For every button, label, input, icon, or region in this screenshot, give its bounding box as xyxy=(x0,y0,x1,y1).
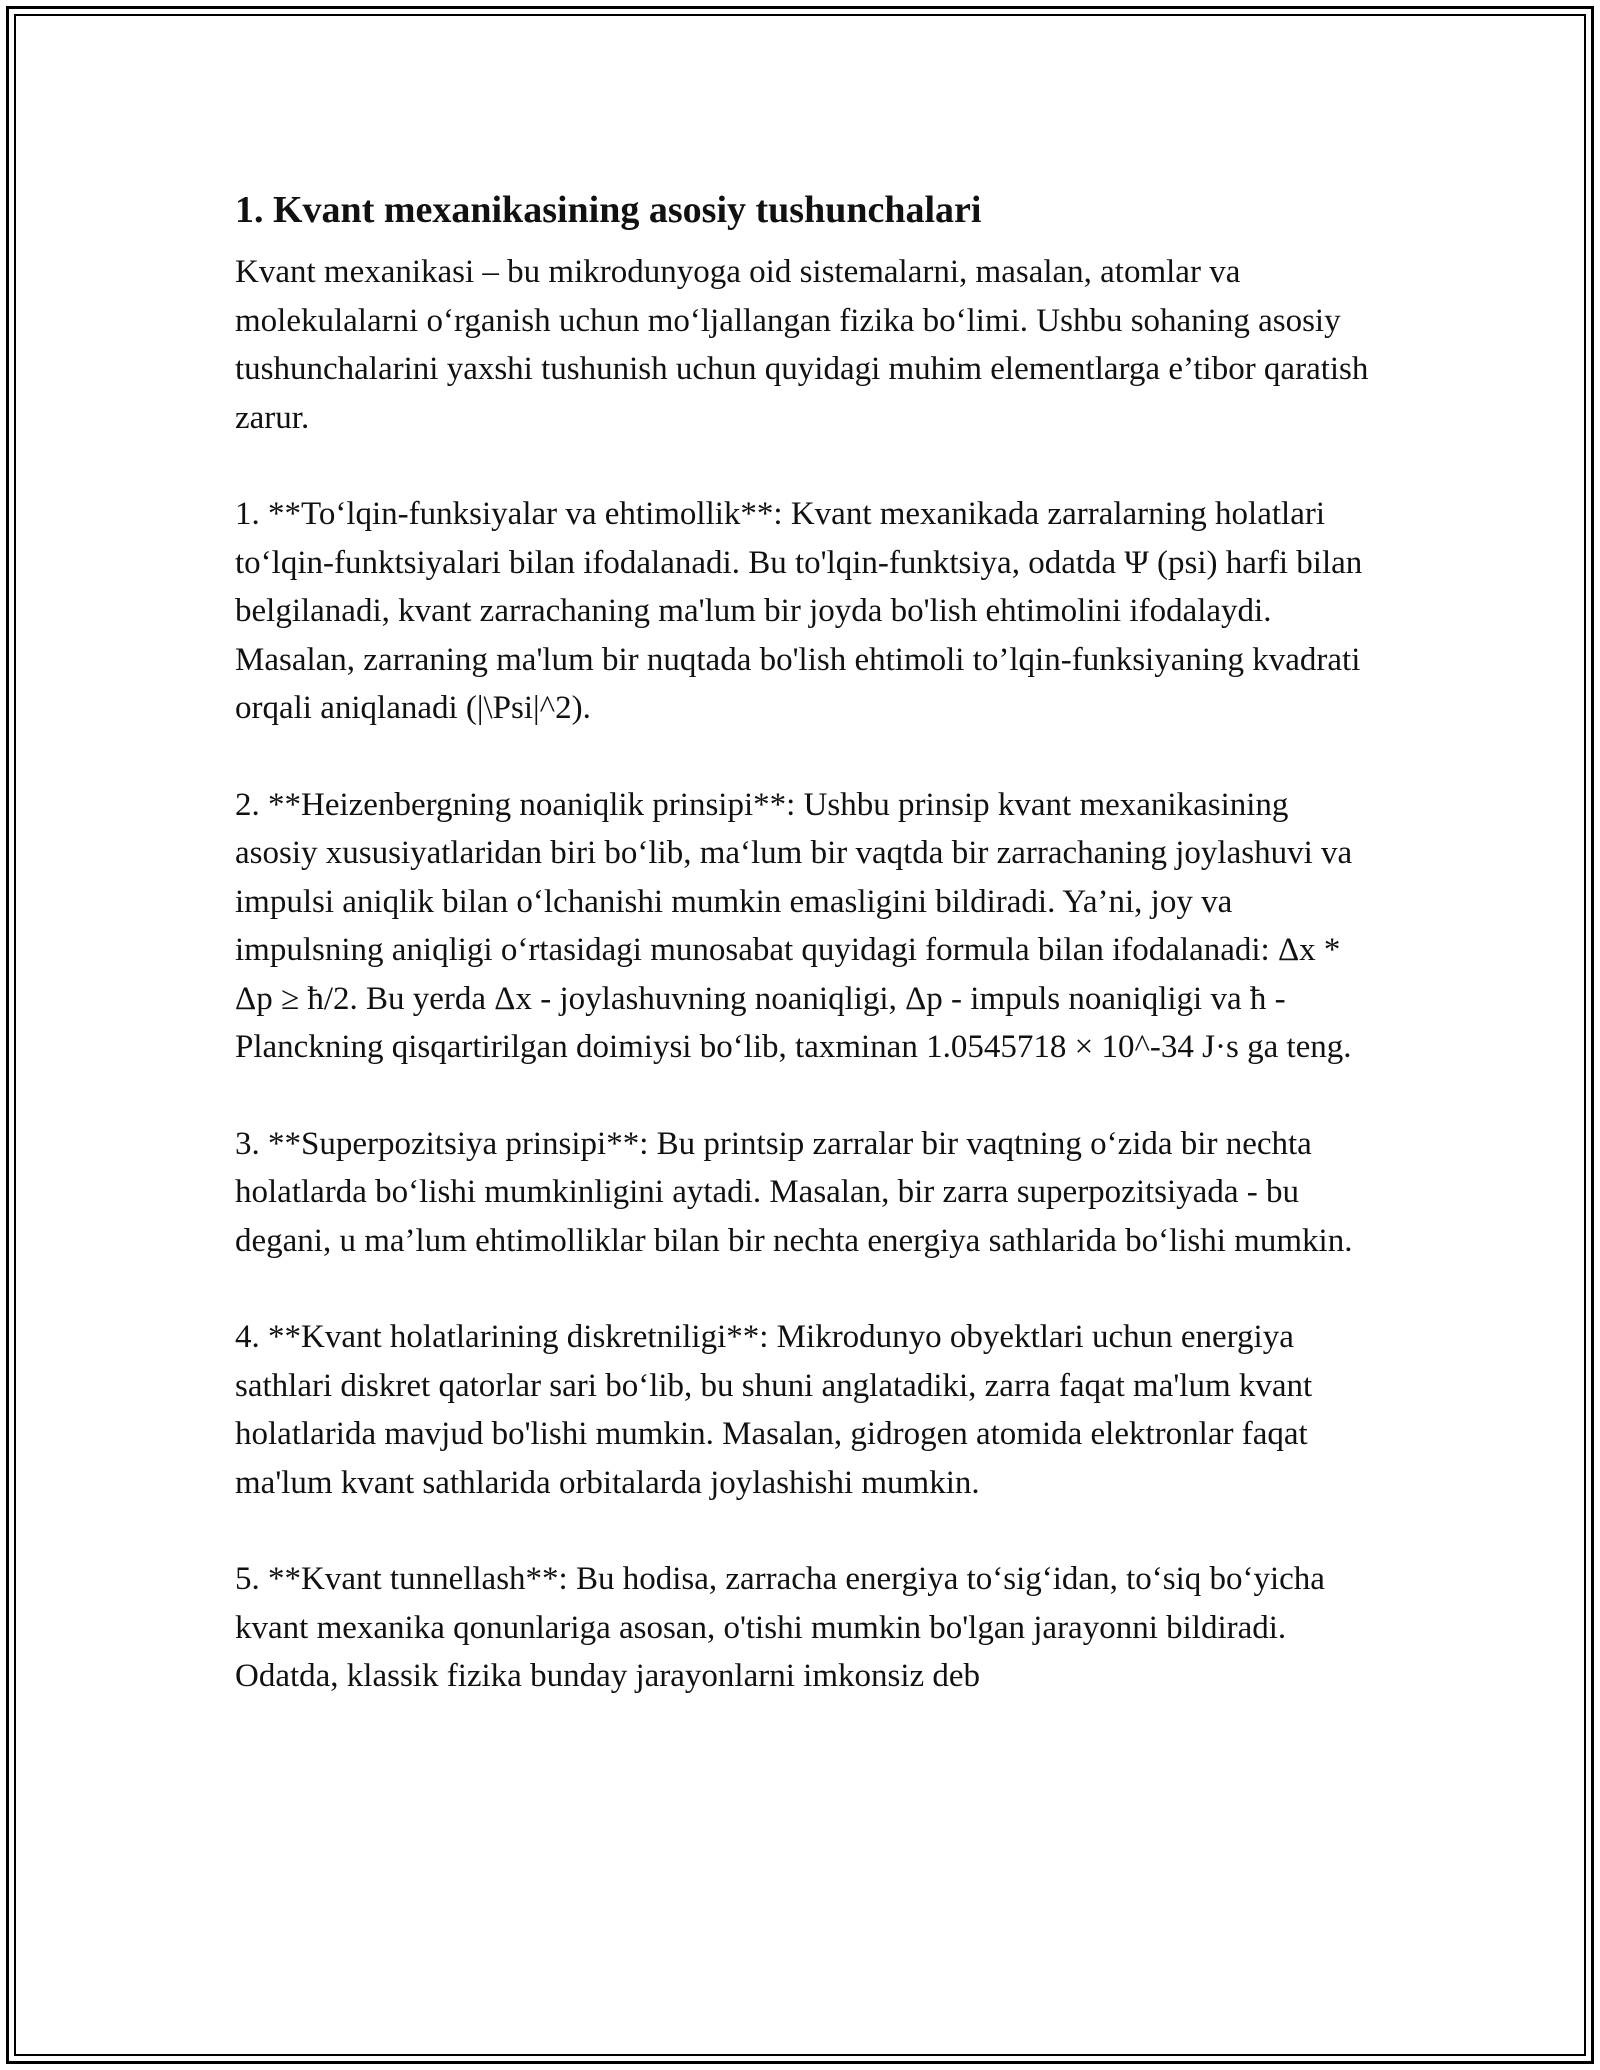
document-title: 1. Kvant mexanikasining asosiy tushunchalari xyxy=(235,189,982,231)
paragraph-tunnelling: 5. **Kvant tunnellash**: Bu hodisa, zarracha energiya to‘sig‘idan, to‘siq bo‘yicha kvant mexanika qonunlariga asosan, o'tishi mumkin bo'lgan jarayonni bildiradi. Odatda, klassik fizika bunday jarayonlarni imkonsiz deb xyxy=(235,1561,1325,1694)
paragraph-uncertainty-principle: 2. **Heizenbergning noaniqlik prinsipi**: Ushbu prinsip kvant mexanikasining asosiy xususiyatlaridan biri bo‘lib, ma‘lum bir vaqtda bir zarrachaning joylashuvi va impulsi aniqlik bilan o‘lchanishi mumkin emasligini bildiradi. Ya’ni, joy va impulsning aniqligi o‘rtasidagi munosabat quyidagi formula bilan ifodalanadi: Δx * Δp ≥ ħ/2. Bu yerda Δx - joylashuvning noaniqligi, Δp - impuls noaniqligi va ħ - Planckning qisqartirilgan doimiysi bo‘lib, taxminan 1.0545718 × 10^-34 J·s ga teng. xyxy=(235,786,1353,1065)
intro-paragraph: Kvant mexanikasi – bu mikrodunyoga oid sistemalarni, masalan, atomlar va molekulalarni o‘rganish uchun mo‘ljallangan fizika bo‘limi. Ushbu sohaning asosiy tushunchalarini yaxshi tushunish uchun quyidagi muhim elementlarga e’tibor qaratish zarur. xyxy=(235,254,1369,436)
paragraph-discreteness: 4. **Kvant holatlarining diskretniligi**: Mikrodunyo obyektlari uchun energiya sathlari diskret qatorlar sari bo‘lib, bu shuni anglatadiki, zarra faqat ma'lum kvant holatlarida mavjud bo'lishi mumkin. Masalan, gidrogen atomida elektronlar faqat ma'lum kvant sathlarida orbitalarda joylashishi mumkin. xyxy=(235,1319,1313,1501)
document-body xyxy=(235,186,1375,1749)
paragraph-wave-functions: 1. **To‘lqin-funksiyalar va ehtimollik**: Kvant mexanikada zarralarning holatlari to‘lqin-funktsiyalari bilan ifodalanadi. Bu to'lqin-funktsiya, odatda Ψ (psi) harfi bilan belgilanadi, kvant zarrachaning ma'lum bir joyda bo'lish ehtimolini ifodalaydi. Masalan, zarraning ma'lum bir nuqtada bo'lish ehtimoli to’lqin-funksiyaning kvadrati orqali aniqlanadi (|\Psi|^2). xyxy=(235,496,1363,726)
paragraph-superposition: 3. **Superpozitsiya prinsipi**: Bu printsip zarralar bir vaqtning o‘zida bir nechta holatlarda bo‘lishi mumkinligini aytadi. Masalan, bir zarra superpozitsiyada - bu degani, u ma’lum ehtimolliklar bilan bir nechta energiya sathlarida bo‘lishi mumkin. xyxy=(235,1125,1353,1259)
